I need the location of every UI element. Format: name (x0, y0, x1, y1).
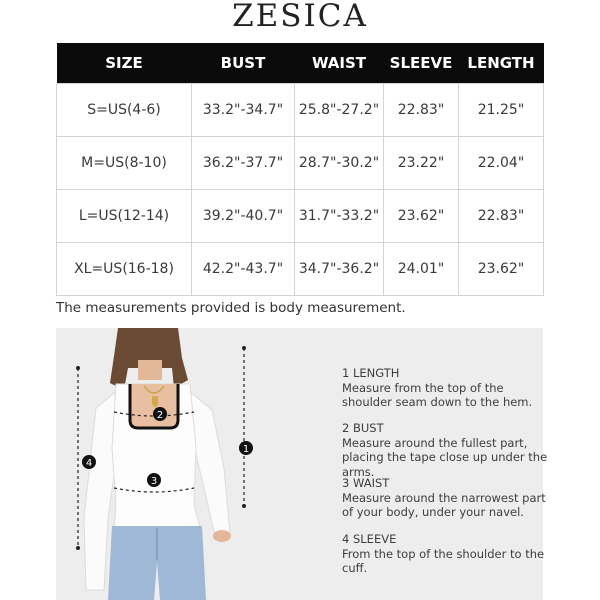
marker-1-label: 1 (242, 444, 250, 455)
cell-size: L=US(12-14) (57, 190, 192, 243)
sleeve-line-end-bottom (76, 546, 80, 550)
instruction-text: From the top of the shoulder to the cuff. (342, 546, 545, 575)
table-row (57, 243, 544, 296)
instruction-title: 3 WAIST (342, 476, 390, 490)
header-length: LENGTH (459, 43, 544, 84)
instruction-bust (342, 421, 562, 479)
length-line-end-bottom (242, 504, 246, 508)
table-row (57, 84, 544, 137)
instruction-waist (342, 476, 554, 520)
hand (213, 530, 231, 542)
table-row (57, 137, 544, 190)
cell-sleeve: 24.01" (384, 243, 459, 296)
cell-sleeve: 23.62" (384, 190, 459, 243)
cell-bust: 39.2"-40.7" (192, 190, 295, 243)
neck-shape (138, 360, 162, 380)
instruction-title: 2 BUST (342, 421, 384, 435)
hair-shape (110, 328, 188, 390)
cell-waist: 34.7"-36.2" (295, 243, 384, 296)
marker-3-label: 3 (150, 476, 158, 487)
measurement-note: The measurements provided is body measurement. (56, 300, 406, 316)
cell-sleeve: 22.83" (384, 84, 459, 137)
cell-size: XL=US(16-18) (57, 243, 192, 296)
cell-waist: 25.8"-27.2" (295, 84, 384, 137)
header-size: SIZE (57, 43, 192, 84)
sleeve-line-end-top (76, 366, 80, 370)
instruction-title: 4 SLEEVE (342, 532, 397, 546)
table-row (57, 190, 544, 243)
cell-length: 22.04" (459, 137, 544, 190)
cell-size: M=US(8-10) (57, 137, 192, 190)
measurement-guide-panel (56, 328, 548, 600)
cell-sleeve: 23.22" (384, 137, 459, 190)
instruction-text: Measure around the fullest part, placing the tape close up under the arms. (342, 435, 548, 479)
header-sleeve: SLEEVE (384, 43, 459, 84)
cell-bust: 33.2"-34.7" (192, 84, 295, 137)
header-waist: WAIST (295, 43, 384, 84)
length-line-end-top (242, 346, 246, 350)
cell-length: 21.25" (459, 84, 544, 137)
instruction-sleeve (342, 532, 562, 576)
cell-bust: 36.2"-37.7" (192, 137, 295, 190)
marker-2-label: 2 (156, 410, 164, 421)
size-chart-table (56, 43, 544, 296)
instruction-text: Measure from the top of the shoulder seam down to the hem. (342, 380, 533, 409)
cell-waist: 28.7"-30.2" (295, 137, 384, 190)
cell-length: 22.83" (459, 190, 544, 243)
header-bust: BUST (192, 43, 295, 84)
cell-size: S=US(4-6) (57, 84, 192, 137)
marker-4-label: 4 (85, 458, 93, 469)
cell-bust: 42.2"-43.7" (192, 243, 295, 296)
instruction-length (342, 366, 548, 410)
cell-length: 23.62" (459, 243, 544, 296)
brand-logo: ZESICA (232, 0, 368, 34)
instruction-text: Measure around the narrowest part of your body, under your navel. (342, 490, 546, 519)
table-header-row (57, 43, 544, 84)
instruction-title: 1 LENGTH (342, 366, 400, 380)
model-illustration (56, 328, 266, 600)
cell-waist: 31.7"-33.2" (295, 190, 384, 243)
